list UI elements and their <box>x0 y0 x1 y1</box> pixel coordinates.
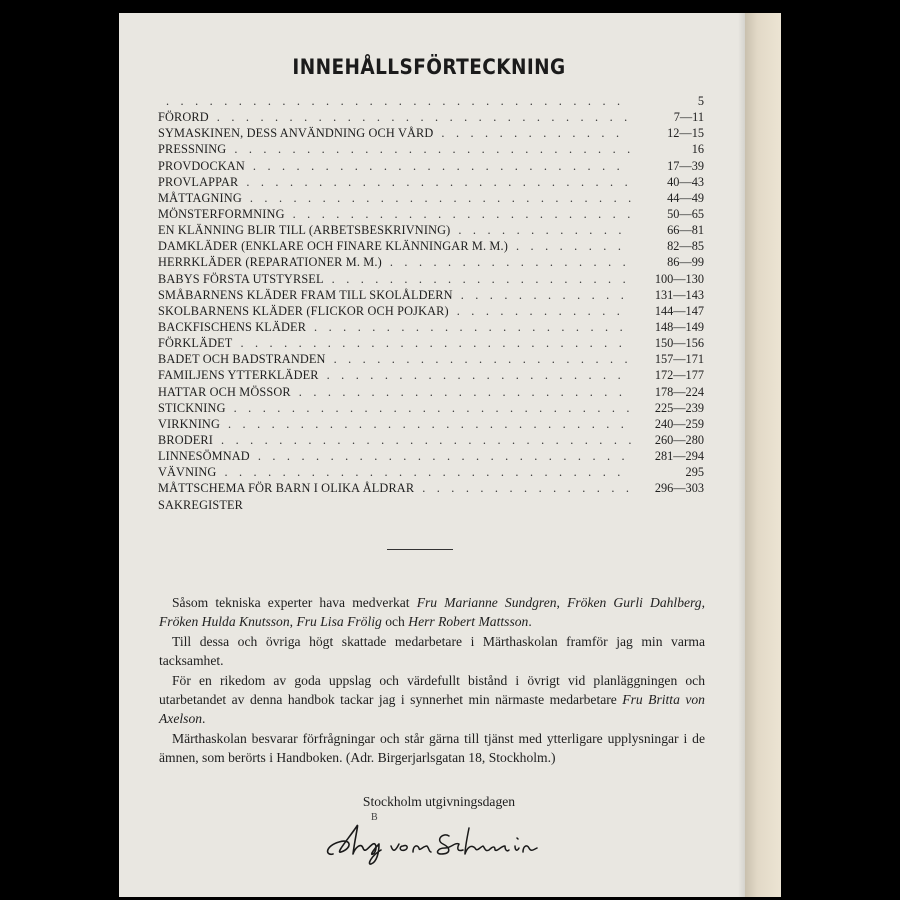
toc-entry-pages: 86—99 <box>667 255 704 270</box>
toc-entry <box>158 384 704 400</box>
contributor-name: Herr Robert Mattsson <box>408 614 529 630</box>
toc-entry-pages: 157—171 <box>654 352 704 367</box>
toc-entry-pages: 172—177 <box>654 368 704 383</box>
toc-entry <box>158 497 704 513</box>
toc-leader-dots <box>458 222 631 238</box>
toc-leader-dots <box>461 287 631 303</box>
toc-entry <box>158 93 704 109</box>
toc-leader-dots <box>422 480 631 496</box>
toc-entry-pages: 50—65 <box>667 206 704 221</box>
toc-entry-label: LINNESÖMNAD <box>158 449 250 464</box>
toc-entry <box>158 125 704 141</box>
toc-entry <box>158 174 704 190</box>
toc-leader-dots <box>250 190 631 206</box>
toc-entry <box>158 480 704 496</box>
toc-entry-label: STICKNING <box>158 400 226 415</box>
toc-entry-pages: 144—147 <box>654 303 704 318</box>
toc-entry-pages: 148—149 <box>654 319 704 334</box>
toc-leader-dots <box>221 432 631 448</box>
toc-leader-dots <box>258 448 631 464</box>
toc-entry <box>158 367 704 383</box>
toc-entry-pages: 225—239 <box>654 400 704 415</box>
toc-entry-label: SMÅBARNENS KLÄDER FRAM TILL SKOLÅLDERN <box>158 287 453 302</box>
toc-entry <box>158 448 704 464</box>
toc-entry-label: FAMILJENS YTTERKLÄDER <box>158 368 319 383</box>
toc-entry <box>158 416 704 432</box>
toc-leader-dots <box>332 271 631 287</box>
book-page <box>119 13 745 897</box>
toc-leader-dots <box>293 206 631 222</box>
toc-entry-pages: 44—49 <box>667 190 704 205</box>
toc-entry-pages: 296—303 <box>654 481 704 496</box>
toc-entry-pages: 16 <box>691 142 704 157</box>
toc-entry-pages: 7—11 <box>673 110 704 125</box>
toc-entry-label: FÖRORD <box>158 110 209 125</box>
toc-leader-dots <box>390 254 631 270</box>
toc-entry <box>158 222 704 238</box>
toc-entry <box>158 351 704 367</box>
contributor-name: Fru Marianne Sundgren <box>416 595 557 610</box>
toc-entry <box>158 400 704 416</box>
toc-entry <box>158 109 704 125</box>
toc-leader-dots <box>234 400 631 416</box>
toc-leader-dots <box>224 464 631 480</box>
toc-entry-pages: 150—156 <box>654 336 704 351</box>
toc-entry-label: BRODERI <box>158 432 214 447</box>
toc-entry-pages: 17—39 <box>667 158 704 173</box>
toc-entry-label: SYMASKINEN, DESS ANVÄNDNING OCH VÅRD <box>158 126 434 141</box>
toc-entry-label: SAKREGISTER <box>158 497 244 512</box>
toc-leader-dots <box>441 125 631 141</box>
toc-entry <box>158 254 704 270</box>
toc-entry-label: BACKFISCHENS KLÄDER <box>158 319 307 334</box>
toc-entry-label: DAMKLÄDER (ENKLARE OCH FINARE KLÄNNINGAR M. M.) <box>158 239 508 254</box>
toc-entry <box>158 303 704 319</box>
toc-entry-pages: 40—43 <box>667 174 704 189</box>
paragraph-experts: Såsom tekniska experter hava medverkat Fru Marianne Sundgren, Fröken Gurli Dahlberg, Fröken Hulda Knutsson, Fru Lisa Frölig och Herr Robert Mattsson. <box>159 595 706 630</box>
toc-entry-label: MÖNSTERFORMNING <box>158 206 285 221</box>
toc-entry <box>158 190 704 206</box>
toc-entry-label: MÅTTAGNING <box>158 190 242 205</box>
toc-entry-label: SKOLBARNENS KLÄDER (FLICKOR OCH POJKAR) <box>158 303 449 318</box>
toc-entry-label: BABYS FÖRSTA UTSTYRSEL <box>158 271 324 286</box>
toc-entry-pages: 5 <box>697 94 704 108</box>
contributor-name: Fröken Hulda Knutsson <box>159 614 290 630</box>
toc-entry <box>158 464 704 480</box>
toc-entry <box>158 141 704 157</box>
toc-leader-dots <box>234 141 631 157</box>
toc-entry-label: FÖRKLÄDET <box>158 336 233 351</box>
toc-entry-pages: 66—81 <box>667 223 704 238</box>
toc-entry-label: BADET OCH BADSTRANDEN <box>158 352 326 367</box>
toc-entry-label: VIRKNING <box>158 416 220 431</box>
toc-entry <box>158 206 704 222</box>
book-edge <box>745 13 781 897</box>
toc-entry <box>158 335 704 351</box>
paragraph-contact: Märthaskolan besvarar förfrågningar och står gärna till tjänst med ytterligare upplysningar i de ämnen, som berörts i Handboken. (Adr. Birgerjarlsgatan 18, Stockholm.) <box>159 730 705 766</box>
toc-entry-label: PROVDOCKAN <box>158 158 245 173</box>
paragraph-thanks: Till dessa och övriga högt skattade medarbetare i Märthaskolan framför jag min varma tacksamhet. <box>159 633 705 669</box>
toc-leader-dots <box>334 351 631 367</box>
toc-entry-pages: 82—85 <box>667 239 704 254</box>
toc-entry-label: PROVLAPPAR <box>158 174 239 189</box>
toc-leader-dots <box>217 109 631 125</box>
toc-entry <box>158 319 704 335</box>
toc-entry-label: MÅTTSCHEMA FÖR BARN I OLIKA ÅLDRAR <box>158 481 415 496</box>
toc-entry-pages: 295 <box>685 465 704 480</box>
acknowledgements <box>159 593 705 768</box>
toc-leader-dots <box>299 384 631 400</box>
signature <box>319 818 549 868</box>
contributor-name: Fröken Gurli Dahlberg <box>567 595 702 610</box>
toc-entry-pages: 178—224 <box>654 384 704 399</box>
toc-entry-pages: 260—280 <box>654 432 704 447</box>
toc-leader-dots <box>516 238 631 254</box>
toc-entry-pages: 131—143 <box>654 287 704 302</box>
toc-entry-pages: 281—294 <box>654 449 704 464</box>
contributor-name: Fru Lisa Frölig <box>296 614 382 630</box>
toc-leader-dots <box>246 174 631 190</box>
toc-entry-pages: 240—259 <box>654 416 704 431</box>
toc-leader-dots <box>314 319 631 335</box>
toc-leader-dots <box>228 416 631 432</box>
toc-entry-label: VÄVNING <box>158 465 217 480</box>
toc-entry <box>158 158 704 174</box>
toc-entry <box>158 287 704 303</box>
paragraph-collaborator: För en rikedom av goda uppslag och värdefullt bistånd i övrigt vid planläggningen och utarbetandet av denna handbok tackar jag i synnerhet min närmaste medarbetare Fru Britta von Axelson. <box>159 672 705 727</box>
toc-leader-dots <box>457 303 631 319</box>
small-mark: B <box>371 812 378 823</box>
toc-entry-label: EN KLÄNNING BLIR TILL (ARBETSBESKRIVNING) <box>158 223 451 238</box>
table-of-contents <box>158 93 704 513</box>
section-divider <box>387 549 453 550</box>
toc-leader-dots <box>166 93 631 109</box>
collaborator-name: Fru Britta von Axelson <box>159 692 705 727</box>
toc-entry <box>158 238 704 254</box>
toc-entry-label: PRESSNING <box>158 142 227 157</box>
toc-leader-dots <box>253 158 631 174</box>
place-date: Stockholm utgivningsdagen <box>362 794 516 809</box>
toc-leader-dots <box>327 367 631 383</box>
toc-entry-label: HATTAR OCH MÖSSOR <box>158 384 291 399</box>
toc-entry-pages: 100—130 <box>654 271 704 286</box>
toc-entry-label: HERRKLÄDER (REPARATIONER M. M.) <box>158 255 382 270</box>
page-title: INNEHÅLLSFÖRTECKNING <box>292 55 566 80</box>
toc-leader-dots <box>240 335 631 351</box>
toc-entry-pages: 12—15 <box>667 126 704 141</box>
toc-entry <box>158 432 704 448</box>
toc-entry <box>158 271 704 287</box>
